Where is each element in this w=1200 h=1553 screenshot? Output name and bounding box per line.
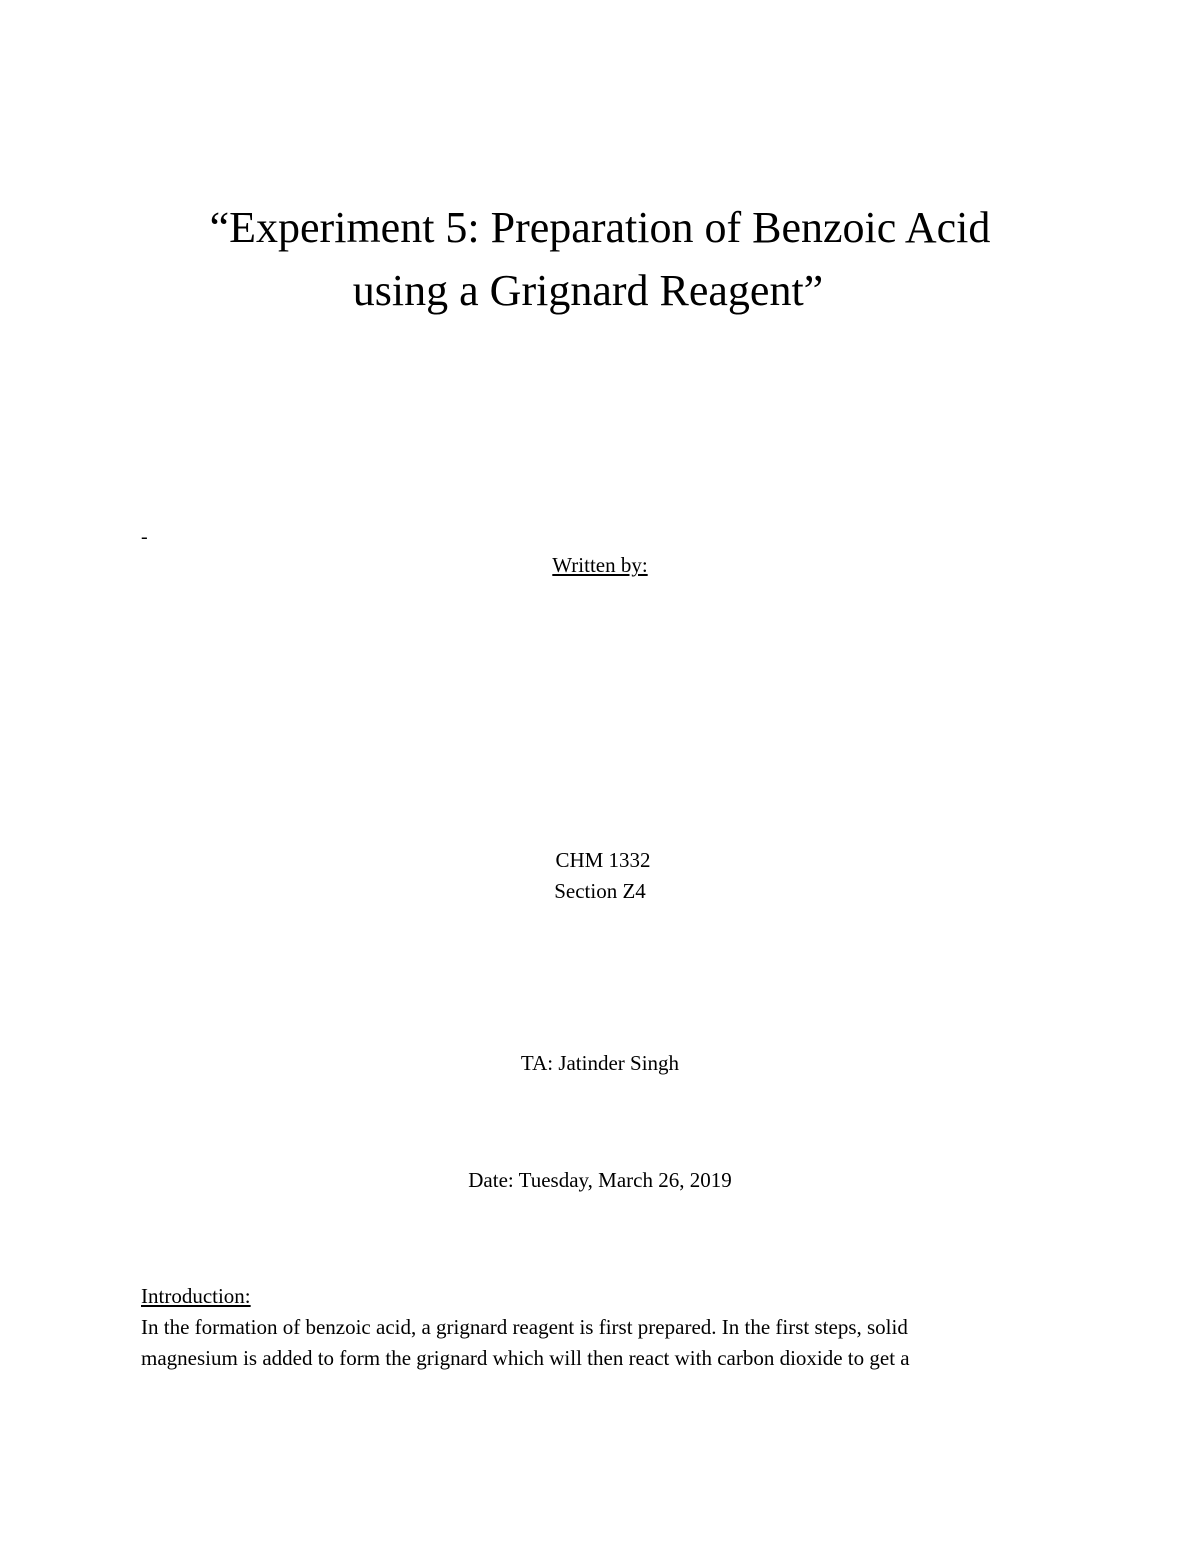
title-line-1: “Experiment 5: Preparation of Benzoic Acid: [209, 203, 991, 252]
title-line-2: using a Grignard Reagent”: [352, 266, 824, 315]
introduction-line: In the formation of benzoic acid, a grignard reagent is first prepared. In the first steps, solid: [141, 1315, 908, 1339]
written-by-label: Written by:: [552, 553, 648, 577]
introduction-line: magnesium is added to form the grignard which will then react with carbon dioxide to get a: [141, 1346, 910, 1370]
dash-mark: -: [141, 526, 148, 548]
introduction-body: [141, 1312, 1041, 1374]
introduction-heading: Introduction:: [141, 1284, 251, 1308]
course-code: CHM 1332: [555, 848, 651, 872]
section-label: Section Z4: [554, 879, 646, 903]
report-date: Date: Tuesday, March 26, 2019: [468, 1168, 732, 1192]
ta-name: TA: Jatinder Singh: [520, 1051, 680, 1075]
